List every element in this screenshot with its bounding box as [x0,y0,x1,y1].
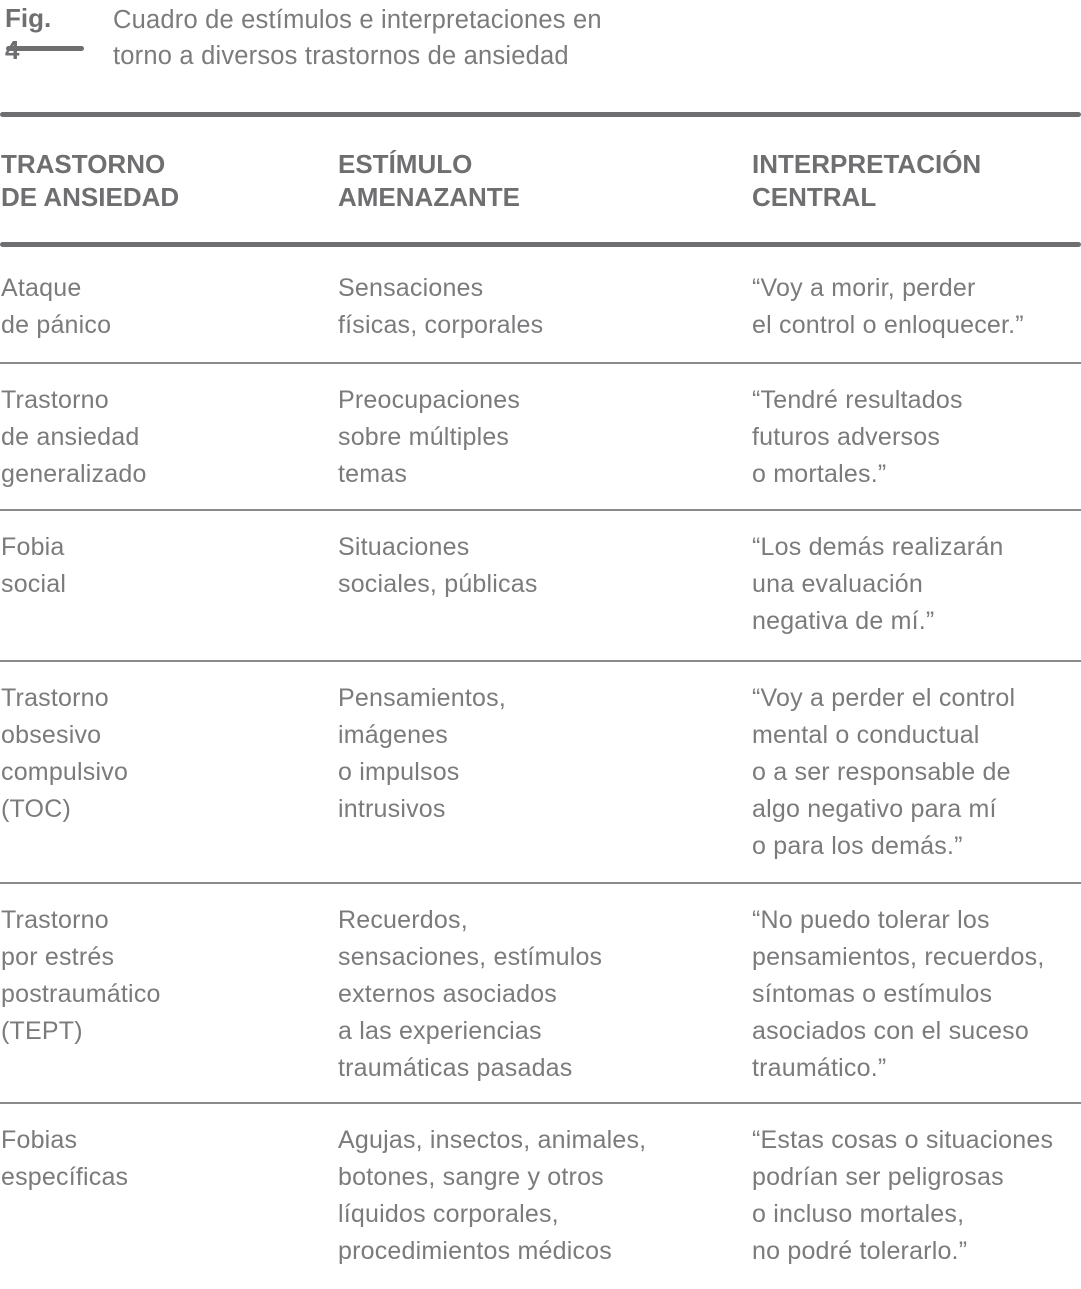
cell-interpretacion: “Voy a perder el control mental o conductual o a ser responsable de algo negativo para mí o para los demás.” [752,684,1016,860]
cell-trastorno: Fobias específicas [1,1126,129,1191]
figure-label: Fig. [5,3,52,33]
cell-interpretacion: “Los demás realizarán una evaluación negativa de mí.” [752,533,1004,635]
table-row [0,509,1081,660]
table-row [0,882,1081,1103]
cell-estimulo: Pensamientos, imágenes o impulsos intrusivos [338,684,506,823]
cell-interpretacion: “Voy a morir, perder el control o enloquecer.” [752,274,1024,339]
table-row [0,362,1081,509]
cell-trastorno: Trastorno de ansiedad generalizado [1,386,147,488]
cell-interpretacion: “No puedo tolerar los pensamientos, recuerdos, síntomas o estímulos asociados con el suceso traumático.” [752,906,1045,1082]
table-header-rule [0,242,1081,247]
cell-trastorno: Ataque de pánico [1,274,112,339]
cell-trastorno: Trastorno obsesivo compulsivo (TOC) [1,684,129,823]
cell-estimulo: Sensaciones físicas, corporales [338,274,544,339]
table-row [0,1102,1081,1289]
cell-estimulo: Situaciones sociales, públicas [338,533,538,598]
header-trastorno: TRASTORNO DE ANSIEDAD [1,149,180,212]
cell-trastorno: Fobia social [1,533,67,598]
figure-title: Cuadro de estímulos e interpretaciones en torno a diversos trastornos de ansiedad [113,6,602,70]
header-estimulo: ESTÍMULO AMENAZANTE [338,149,520,212]
table-row [0,660,1081,883]
cell-estimulo: Agujas, insectos, animales, botones, sangre y otros líquidos corporales, procedimientos médicos [338,1126,647,1265]
figure-label-underline [6,46,84,51]
cell-estimulo: Recuerdos, sensaciones, estímulos externos asociados a las experiencias traumáticas pasadas [338,906,603,1082]
cell-interpretacion: “Estas cosas o situaciones podrían ser peligrosas o incluso mortales, no podré tolerarlo.” [752,1126,1054,1265]
cell-trastorno: Trastorno por estrés postraumático (TEPT) [1,906,161,1045]
table-top-rule [0,112,1081,117]
cell-interpretacion: “Tendré resultados futuros adversos o mortales.” [752,386,963,488]
table-row [0,252,1081,362]
cell-estimulo: Preocupaciones sobre múltiples temas [338,386,521,488]
header-interpretacion: INTERPRETACIÓN CENTRAL [752,149,982,212]
